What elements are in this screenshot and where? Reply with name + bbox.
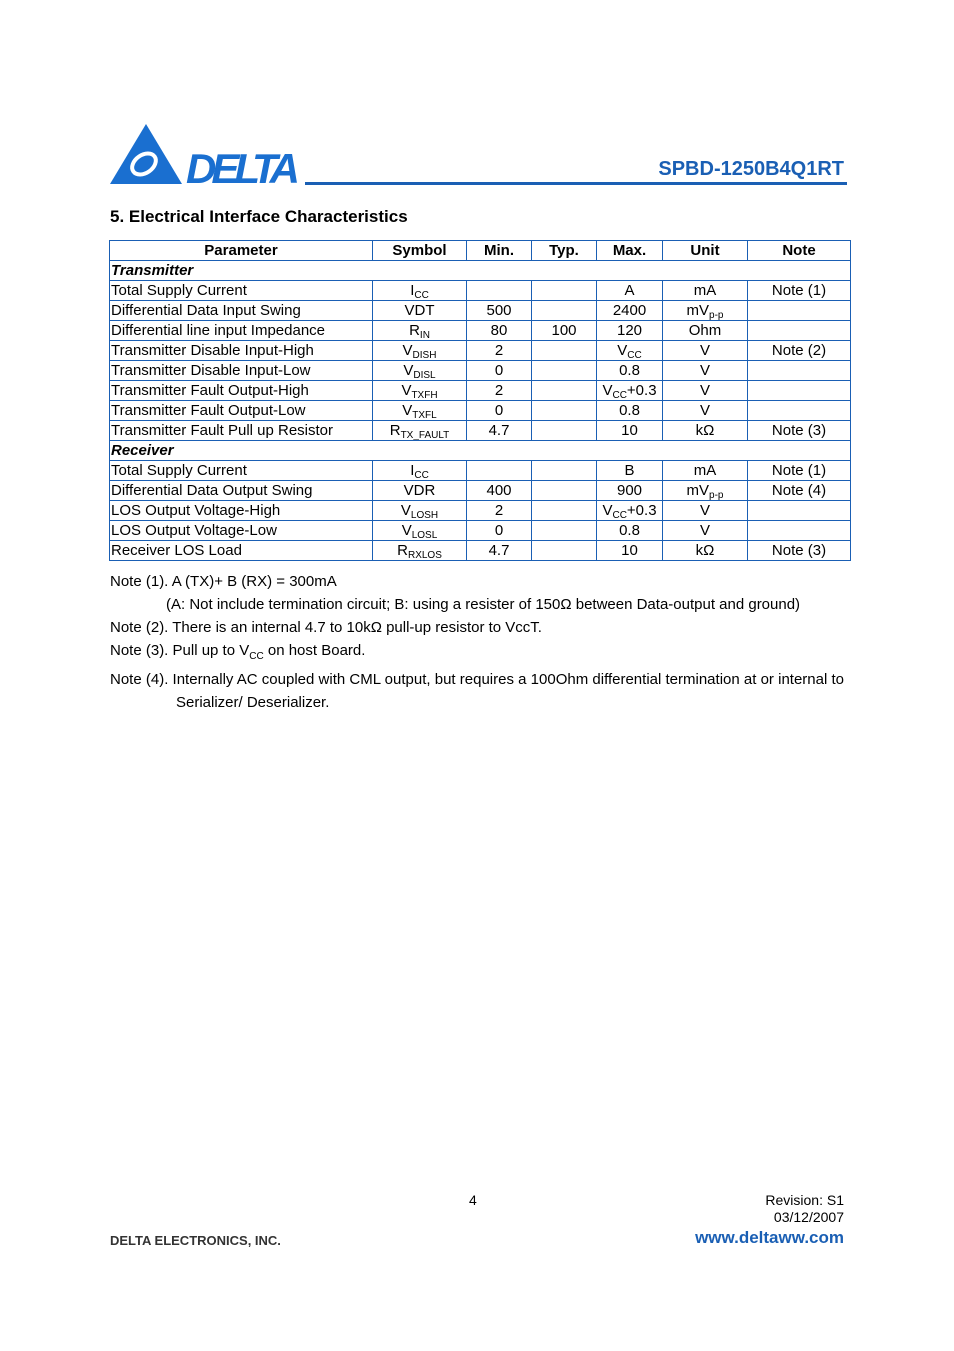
typ-cell bbox=[532, 481, 597, 501]
logo-text: DELTA bbox=[186, 145, 300, 186]
min-cell bbox=[467, 281, 532, 301]
unit-cell: V bbox=[663, 401, 748, 421]
typ-cell bbox=[532, 341, 597, 361]
min-cell: 2 bbox=[467, 501, 532, 521]
note-1-detail: (A: Not include termination circuit; B: using a resister of 150Ω between Data-output and ground) bbox=[166, 596, 801, 613]
parameter-cell: Total Supply Current bbox=[110, 461, 373, 481]
note-cell bbox=[748, 361, 851, 381]
symbol-cell: $I_{CC}$ bbox=[373, 281, 467, 301]
header-divider bbox=[305, 182, 847, 185]
column-header: Max. bbox=[597, 241, 663, 261]
parameter-cell: LOS Output Voltage-High bbox=[110, 501, 373, 521]
website-link[interactable]: www.deltaww.com bbox=[695, 1228, 844, 1247]
note-3: Note (3). Pull up to $V_{CC}$ on host Board. bbox=[110, 642, 366, 662]
typ-cell bbox=[532, 541, 597, 561]
parameter-cell: Transmitter Disable Input-Low bbox=[110, 361, 373, 381]
note-cell bbox=[748, 381, 851, 401]
group-row bbox=[110, 441, 851, 461]
table-row bbox=[110, 281, 851, 301]
unit-cell: kΩ bbox=[663, 421, 748, 441]
unit-cell: $mV_{p-p}$ bbox=[663, 481, 748, 501]
typ-cell bbox=[532, 381, 597, 401]
typ-cell bbox=[532, 501, 597, 521]
symbol-cell: $V_{DISL}$ bbox=[373, 361, 467, 381]
note-cell: Note (3) bbox=[748, 421, 851, 441]
document-id: SPBD-1250B4Q1RT bbox=[658, 158, 844, 180]
table-row bbox=[110, 381, 851, 401]
parameter-cell: Transmitter Disable Input-High bbox=[110, 341, 373, 361]
min-cell: 4.7 bbox=[467, 541, 532, 561]
column-header: Typ. bbox=[532, 241, 597, 261]
unit-cell: V bbox=[663, 501, 748, 521]
max-cell: 10 bbox=[597, 421, 663, 441]
parameter-cell: Total Supply Current bbox=[110, 281, 373, 301]
table-row bbox=[110, 361, 851, 381]
symbol-cell: $I_{CC}$ bbox=[373, 461, 467, 481]
notes-block bbox=[110, 570, 844, 714]
unit-cell: Ohm bbox=[663, 321, 748, 341]
unit-cell: mA bbox=[663, 461, 748, 481]
note-cell: Note (3) bbox=[748, 541, 851, 561]
typ-cell bbox=[532, 521, 597, 541]
symbol-cell: $R_{TX\_FAULT}$ bbox=[373, 421, 467, 441]
revision-info bbox=[765, 1192, 844, 1226]
note-1: Note (1). A (TX)+ B (RX) = 300mA bbox=[110, 573, 337, 590]
parameter-cell: Differential Data Input Swing bbox=[110, 301, 373, 321]
typ-cell bbox=[532, 281, 597, 301]
table-header-row bbox=[110, 241, 851, 261]
table-row bbox=[110, 301, 851, 321]
max-cell: 0.8 bbox=[597, 521, 663, 541]
group-label: Transmitter bbox=[110, 261, 851, 281]
column-header: Parameter bbox=[110, 241, 373, 261]
note-cell: Note (4) bbox=[748, 481, 851, 501]
note-cell: Note (1) bbox=[748, 281, 851, 301]
note-cell bbox=[748, 321, 851, 341]
max-cell: $V_{CC}+0.3$ bbox=[597, 501, 663, 521]
parameter-cell: Differential Data Output Swing bbox=[110, 481, 373, 501]
table-row bbox=[110, 321, 851, 341]
max-cell: B bbox=[597, 461, 663, 481]
note-2: Note (2). There is an internal 4.7 to 10kΩ pull-up resistor to VccT. bbox=[110, 619, 542, 636]
parameter-cell: LOS Output Voltage-Low bbox=[110, 521, 373, 541]
table-row bbox=[110, 401, 851, 421]
parameter-cell: Transmitter Fault Output-High bbox=[110, 381, 373, 401]
typ-cell: 100 bbox=[532, 321, 597, 341]
typ-cell bbox=[532, 361, 597, 381]
symbol-cell: $V_{TXFL}$ bbox=[373, 401, 467, 421]
max-cell: 0.8 bbox=[597, 401, 663, 421]
unit-cell: V bbox=[663, 381, 748, 401]
note-cell bbox=[748, 301, 851, 321]
unit-cell: V bbox=[663, 521, 748, 541]
max-cell: A bbox=[597, 281, 663, 301]
unit-cell: V bbox=[663, 341, 748, 361]
note-cell: Note (1) bbox=[748, 461, 851, 481]
symbol-cell: VDR bbox=[373, 481, 467, 501]
symbol-cell: $R_{IN}$ bbox=[373, 321, 467, 341]
min-cell: 0 bbox=[467, 401, 532, 421]
table-row bbox=[110, 421, 851, 441]
symbol-cell: $V_{LOSH}$ bbox=[373, 501, 467, 521]
min-cell: 0 bbox=[467, 361, 532, 381]
column-header: Symbol bbox=[373, 241, 467, 261]
max-cell: 900 bbox=[597, 481, 663, 501]
unit-cell: $mV_{p-p}$ bbox=[663, 301, 748, 321]
note-cell: Note (2) bbox=[748, 341, 851, 361]
typ-cell bbox=[532, 301, 597, 321]
column-header: Min. bbox=[467, 241, 532, 261]
max-cell: 2400 bbox=[597, 301, 663, 321]
min-cell: 2 bbox=[467, 381, 532, 401]
revision-label: Revision: S1 bbox=[765, 1192, 844, 1208]
min-cell bbox=[467, 461, 532, 481]
min-cell: 80 bbox=[467, 321, 532, 341]
table-row bbox=[110, 481, 851, 501]
table-row bbox=[110, 521, 851, 541]
min-cell: 4.7 bbox=[467, 421, 532, 441]
unit-cell: kΩ bbox=[663, 541, 748, 561]
typ-cell bbox=[532, 401, 597, 421]
symbol-cell: VDT bbox=[373, 301, 467, 321]
max-cell: 120 bbox=[597, 321, 663, 341]
symbol-cell: $V_{DISH}$ bbox=[373, 341, 467, 361]
delta-logo bbox=[110, 122, 302, 186]
max-cell: 0.8 bbox=[597, 361, 663, 381]
note-cell bbox=[748, 401, 851, 421]
note-cell bbox=[748, 501, 851, 521]
typ-cell bbox=[532, 461, 597, 481]
group-row bbox=[110, 261, 851, 281]
company-name: DELTA ELECTRONICS, INC. bbox=[110, 1233, 281, 1248]
parameter-cell: Receiver LOS Load bbox=[110, 541, 373, 561]
column-header: Note bbox=[748, 241, 851, 261]
electrical-characteristics-table bbox=[109, 240, 851, 561]
group-label: Receiver bbox=[110, 441, 851, 461]
revision-date: 03/12/2007 bbox=[773, 1209, 844, 1225]
note-4: Note (4). Internally AC coupled with CML output, but requires a 100Ohm differential termination at or internal to Serializer/ Deserializer. bbox=[110, 671, 844, 711]
note-cell bbox=[748, 521, 851, 541]
table-row bbox=[110, 541, 851, 561]
max-cell: $V_{CC}+0.3$ bbox=[597, 381, 663, 401]
unit-cell: V bbox=[663, 361, 748, 381]
max-cell: $V_{CC}$ bbox=[597, 341, 663, 361]
parameter-cell: Differential line input Impedance bbox=[110, 321, 373, 341]
min-cell: 400 bbox=[467, 481, 532, 501]
table-row bbox=[110, 341, 851, 361]
typ-cell bbox=[532, 421, 597, 441]
symbol-cell: $R_{RXLOS}$ bbox=[373, 541, 467, 561]
parameter-cell: Transmitter Fault Pull up Resistor bbox=[110, 421, 373, 441]
min-cell: 500 bbox=[467, 301, 532, 321]
section-title: 5. Electrical Interface Characteristics bbox=[110, 207, 408, 226]
min-cell: 0 bbox=[467, 521, 532, 541]
max-cell: 10 bbox=[597, 541, 663, 561]
min-cell: 2 bbox=[467, 341, 532, 361]
symbol-cell: $V_{LOSL}$ bbox=[373, 521, 467, 541]
unit-cell: mA bbox=[663, 281, 748, 301]
parameter-cell: Transmitter Fault Output-Low bbox=[110, 401, 373, 421]
column-header: Unit bbox=[663, 241, 748, 261]
symbol-cell: $V_{TXFH}$ bbox=[373, 381, 467, 401]
page-number: 4 bbox=[469, 1192, 477, 1208]
table-row bbox=[110, 461, 851, 481]
table-row bbox=[110, 501, 851, 521]
